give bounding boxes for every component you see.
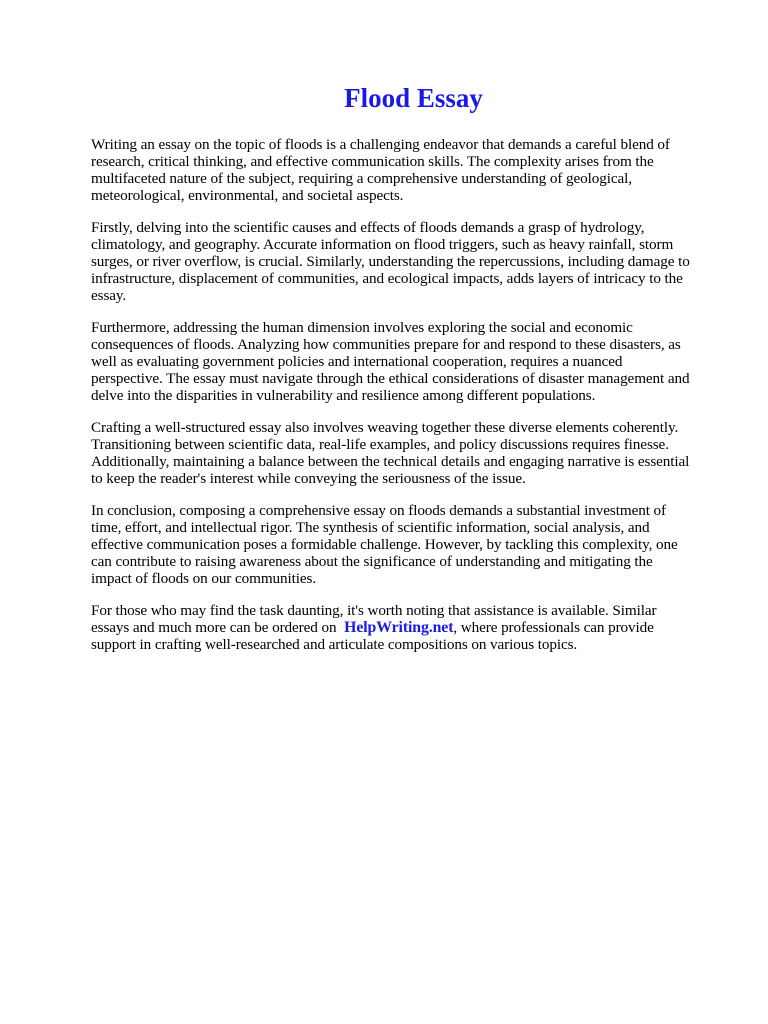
paragraph-conclusion: In conclusion, composing a comprehensive essay on floods demands a substantial investment of time, effort, and intellectual rigor. The synthesis of scientific information, social analysis, and effective communication poses a formidable challenge. However, by tackling this complexity, one can contribute to raising awareness about the significance of understanding and mitigating the impact of floods on our communities. [91, 502, 678, 587]
final-text-after: , where professionals can provide support in crafting well-researched and articulate compositions on various topics. [91, 619, 654, 653]
paragraph-human: Furthermore, addressing the human dimension involves exploring the social and economic consequences of floods. Analyzing how communities prepare for and respond to these disasters, as well as evaluating government policies and international cooperation, requires a nuanced perspective. The essay must navigate through the ethical considerations of disaster management and delve into the disparities in vulnerability and resilience among different populations. [91, 319, 690, 404]
paragraph-scientific: Firstly, delving into the scientific causes and effects of floods demands a grasp of hydrology, climatology, and geography. Accurate information on flood triggers, such as heavy rainfall, storm surges, or river overflow, is crucial. Similarly, understanding the repercussions, including damage to infrastructure, displacement of communities, and ecological impacts, adds layers of intricacy to the essay. [91, 219, 690, 304]
paragraph-structure: Crafting a well-structured essay also involves weaving together these diverse elements coherently. Transitioning between scientific data, real-life examples, and policy discussions requires finesse. Additionally, maintaining a balance between the technical details and engaging narrative is essential to keep the reader's interest while conveying the seriousness of the issue. [91, 419, 690, 487]
final-text-before: For those who may find the task daunting, it's worth noting that assistance is available. Similar essays and much more can be ordered on [91, 602, 657, 636]
page-title: Flood Essay [344, 83, 483, 113]
helpwriting-link[interactable]: HelpWriting.net [344, 619, 454, 636]
paragraph-intro: Writing an essay on the topic of floods is a challenging endeavor that demands a careful blend of research, critical thinking, and effective communication skills. The complexity arises from the multifaceted nature of the subject, requiring a comprehensive understanding of geological, meteorological, environmental, and societal aspects. [91, 136, 670, 204]
paragraph-final [91, 602, 696, 653]
